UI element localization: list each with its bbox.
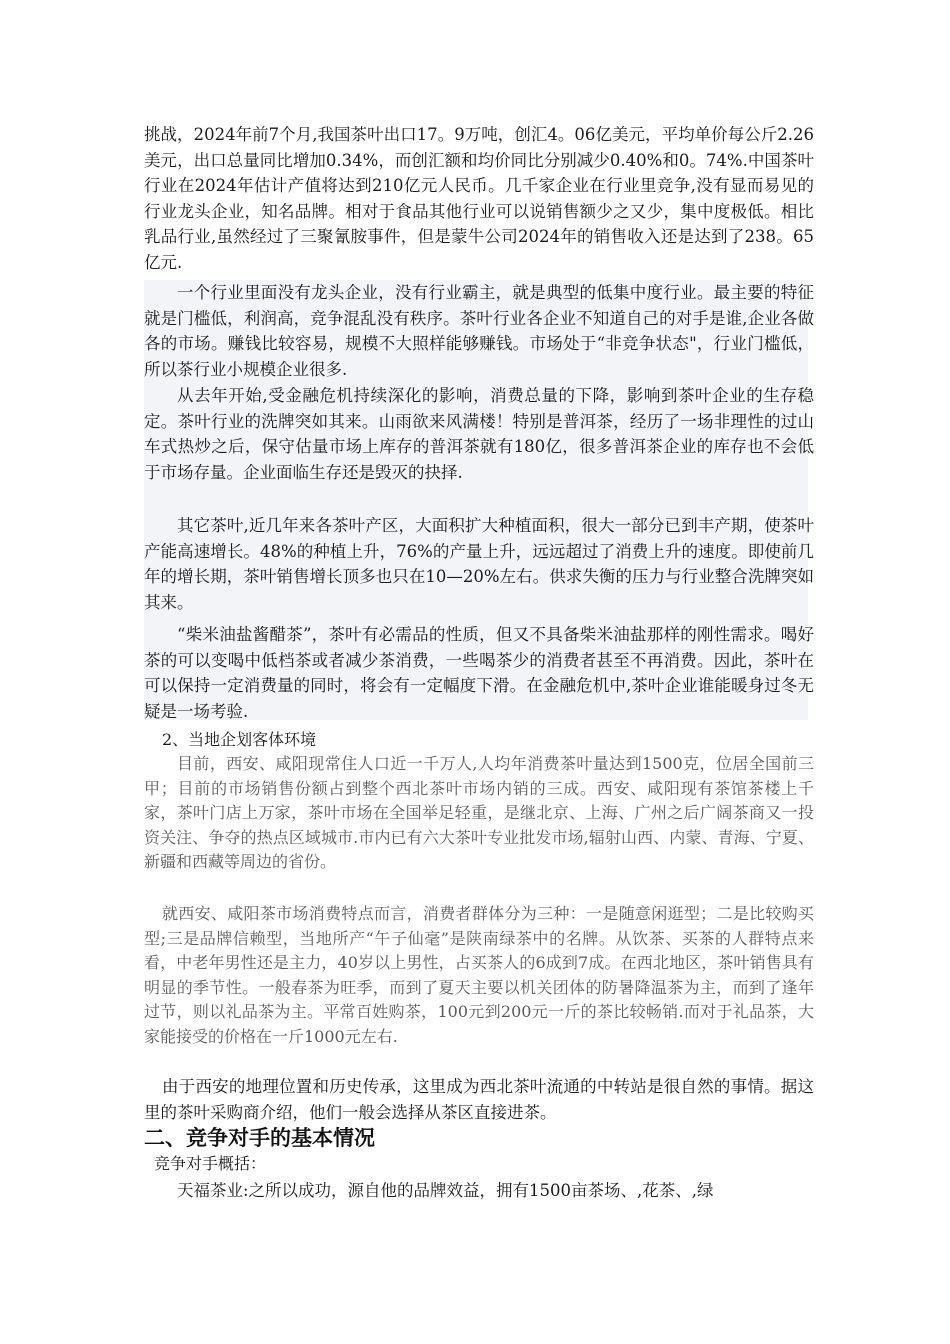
paragraph-3: [144, 383, 814, 485]
paragraph-9: [144, 1178, 814, 1204]
paragraph-text: 就西安、咸阳茶市场消费特点而言，消费者群体分为三种：一是随意闲逛型；二是比较购买型;三是品牌信赖型，当地所产“午子仙毫”是陕南绿茶中的名牌。从饮茶、买茶的人群特点来看，中老年男性还是主力，40岁以上男性，占买茶人的6成到7成。在西北地区，茶叶销售具有明显的季节性。一般春茶为旺季，而到了夏天主要以机关团体的防暑降温茶为主，而到了逢年过节，则以礼品茶为主。平常百姓购茶，100元到200元一斤的茶比较畅销.而对于礼品茶，大家能接受的价格在一斤1000元左右.: [144, 904, 814, 1046]
section-2-title: [144, 728, 814, 752]
paragraph-7: [144, 902, 814, 1049]
paragraph-text: 天福茶业:之所以成功，源自他的品牌效益，拥有1500亩茶场、,花茶、,绿: [177, 1181, 714, 1200]
paragraph-text: 从去年开始,受金融危机持续深化的影响，消费总量的下降，影响到茶叶企业的生存稳定。茶叶行业的洗牌突如其来。山雨欲来风满楼！特别是普洱茶，经历了一场非理性的过山车式热炒之后，保守估量市场上库存的普洱茶就有180亿，很多普洱茶企业的库存也不会低于市场存量。企业面临生存还是毁灭的抉择.: [144, 386, 814, 482]
paragraph-text: 一个行业里面没有龙头企业，没有行业霸主，就是典型的低集中度行业。最主要的特征就是门槛低，利润高，竞争混乱没有秩序。茶叶行业各企业不知道自己的对手是谁,企业各做各的市场。赚钱比较容易，规模不大照样能够赚钱。市场处于“非竞争状态"，行业门槛低，所以茶行业小规模企业很多.: [144, 283, 814, 379]
paragraph-5: [144, 622, 814, 724]
paragraph-text: 挑战，2024年前7个月,我国茶叶出口17。9万吨，创汇4。06亿美元，平均单价每公斤2.26美元，出口总量同比增加0.34%，而创汇额和均价同比分别减少0.40%和0。74%.中国茶叶行业在2024年估计产值将达到210亿元人民币。几千家企业在行业里竞争,没有显而易见的行业龙头企业，知名品牌。相对于食品其他行业可以说销售额少之又少，集中度极低。相比乳品行业,虽然经过了三聚氰胺事件，但是蒙牛公司2024年的销售收入还是达到了238。65亿元.: [144, 125, 814, 272]
section-heading: 二、竞争对手的基本情况: [144, 1126, 375, 1150]
sub-label: 竞争对手概括：: [154, 1154, 267, 1173]
competitor-label: [144, 1152, 814, 1176]
paragraph-text: 目前，西安、咸阳现常住人口近一千万人,人均年消费茶叶量达到1500克，位居全国前三甲；目前的市场销售份额占到整个西北茶叶市场内销的三成。西安、咸阳现有茶馆茶楼上千家，茶叶门店上万家，茶叶市场在全国举足轻重，是继北京、上海、广州之后广阔茶商又一投资关注、争夺的热点区域城市.市内已有六大茶叶专业批发市场,辐射山西、内蒙、青海、宁夏、新疆和西藏等周边的省份。: [144, 754, 814, 871]
section-title: 2、当地企划客体环境: [162, 730, 317, 749]
paragraph-1: [144, 122, 814, 275]
paragraph-4: [144, 513, 814, 615]
paragraph-6: [144, 752, 814, 875]
paragraph-text: 由于西安的地理位置和历史传承，这里成为西北茶叶流通的中转站是很自然的事情。据这里的茶叶采购商介绍，他们一般会选择从茶区直接进茶。: [144, 1077, 814, 1122]
heading-2: [144, 1124, 814, 1152]
paragraph-8: [144, 1074, 814, 1125]
paragraph-text: “柴米油盐酱醋茶”，茶叶有必需品的性质，但又不具备柴米油盐那样的刚性需求。喝好茶的可以变喝中低档茶或者减少茶消费，一些喝茶少的消费者甚至不再消费。因此，茶叶在可以保持一定消费量的同时，将会有一定幅度下滑。在金融危机中,茶叶企业谁能暖身过冬无疑是一场考验.: [144, 625, 814, 721]
paragraph-text: 其它茶叶,近几年来各茶叶产区，大面积扩大种植面积，很大一部分已到丰产期，使茶叶产能高速增长。48%的种植上升，76%的产量上升，远远超过了消费上升的速度。即使前几年的增长期，茶叶销售增长顶多也只在10—20%左右。供求失衡的压力与行业整合洗牌突如其来。: [144, 516, 814, 612]
paragraph-2: [144, 280, 814, 382]
